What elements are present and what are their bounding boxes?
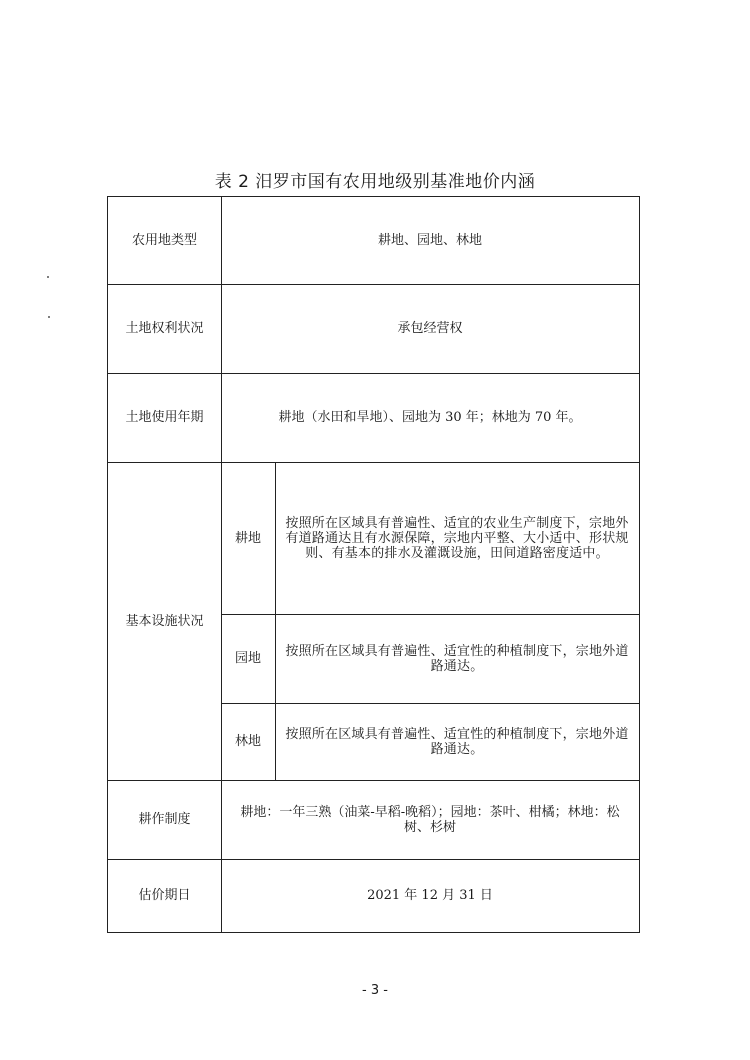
term-label: 土地使用年期: [125, 410, 204, 425]
land-type-label: 农用地类型: [131, 233, 197, 248]
infrastructure-cultivated-label: 耕地: [234, 530, 261, 546]
infrastructure-label: 基本设施状况: [125, 613, 204, 629]
scan-speck: [48, 316, 50, 318]
infrastructure-forest-value: 按照所在区域具有普遍性、适宜性的种植制度下，宗地外道路通达。: [285, 726, 629, 757]
page-title: 表 2 汨罗市国有农用地级别基准地价内涵: [214, 172, 536, 192]
ownership-value: 承包经营权: [397, 321, 463, 336]
cropping-label: 耕作制度: [138, 812, 191, 827]
scan-speck: [47, 276, 49, 278]
land-price-table: [107, 196, 640, 933]
infrastructure-cultivated-value: 按照所在区域具有普遍性、适宜的农业生产制度下，宗地外有道路通达且有水源保障，宗地内平整、大小适中、形状规则、有基本的排水及灌溉设施，田间道路密度适中。: [285, 515, 629, 561]
page-number: - 3 -: [362, 983, 388, 998]
infrastructure-garden-value: 按照所在区域具有普遍性、适宜性的种植制度下，宗地外道路通达。: [285, 643, 629, 674]
cropping-value: 耕地：一年三熟（油菜-早稻-晚稻）；园地：茶叶、柑橘；林地：松树、杉树: [240, 804, 620, 835]
valuation-date-label: 估价期日: [138, 888, 191, 903]
infrastructure-garden-label: 园地: [234, 651, 261, 666]
ownership-label: 土地权利状况: [125, 321, 204, 336]
infrastructure-forest-label: 林地: [234, 734, 261, 749]
term-value: 耕地（水田和旱地）、园地为 30 年；林地为 70 年。: [278, 410, 582, 425]
valuation-date-value: 2021 年 12 月 31 日: [367, 888, 493, 903]
land-type-value: 耕地、园地、林地: [377, 233, 482, 248]
